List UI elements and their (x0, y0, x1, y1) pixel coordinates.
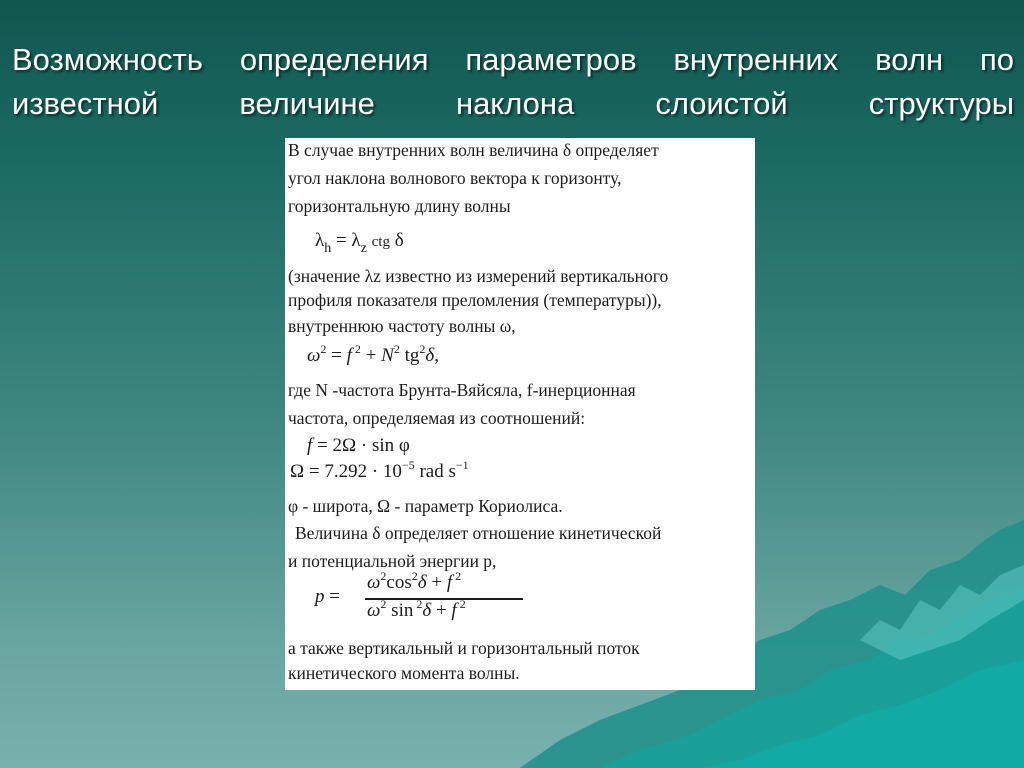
text-line: а также вертикальный и горизонтальный поток (288, 638, 640, 658)
text-line: φ - широта, Ω - параметр Кориолиса. (288, 496, 563, 516)
formula-omega: $\omega^2 = f$ $^2 + N^2$ $tg^2\delta$, (307, 342, 439, 366)
text-line: кинетического момента волны. (288, 663, 520, 683)
text-line: угол наклона волнового вектора к горизонту, (288, 168, 622, 188)
text-line: В случае внутренних волн величина δ определяет (288, 140, 659, 160)
text-line: Величина δ определяет отношение кинетической (295, 523, 662, 543)
text-line: внутреннюю частоту волны ω, (288, 316, 516, 336)
title-line-1: Возможность определения параметров внутренних волн по (12, 42, 1014, 77)
text-line: профиля показателя преломления (температуры)), (288, 290, 662, 310)
text-line: и потенциальной энергии p, (288, 551, 497, 571)
text-line: горизонтальную длину волны (288, 196, 511, 216)
formula-lambda: $\lambda_h = \lambda_z$ ctg δ (315, 230, 404, 256)
slide-title (12, 38, 1014, 126)
document-panel: В случае внутренних волн величина δ определяет угол наклона волнового вектора к горизонту, горизонтальную длину волны $\lambda_h = \lambda_z$ ctg δ (значение λz известно из измерений вертикального профиля показателя преломления (температуры)), внутреннюю частоту волны ω, $\omega^2 = f$ $^2 + N^2$ $tg^2\delta$, где N -частота Брунта-Вяйсяла, f-инерционная частота, определяемая из соотношений: f = 2Ω · sin φ $\Omega = 7.292 \cdot 10^{-5}$ rad $s^{-1}$ φ - широта, Ω - параметр Кориолиса. Величина δ определяет отношение кинетической и потенциальной энергии p, p = $\omega^2\cos^2\delta + f$ $^2$ $\omega^2$ sin $^2$δ + f $^2$ а также вертикальный и горизонтальный поток кинетического момента волны. (285, 138, 755, 690)
text-line: частота, определяемая из соотношений: (288, 408, 586, 428)
text-line: где N -частота Брунта-Вяйсяла, f-инерционная (288, 380, 636, 400)
formula-Omega: $\Omega = 7.292 \cdot 10^{-5}$ rad $s^{-1}$ (290, 458, 469, 482)
text-line: (значение λz известно из измерений вертикального (288, 266, 669, 286)
title-line-2: известной величине наклона слоистой структуры (12, 86, 1014, 121)
formula-f: f = 2Ω · sin φ (307, 435, 410, 456)
